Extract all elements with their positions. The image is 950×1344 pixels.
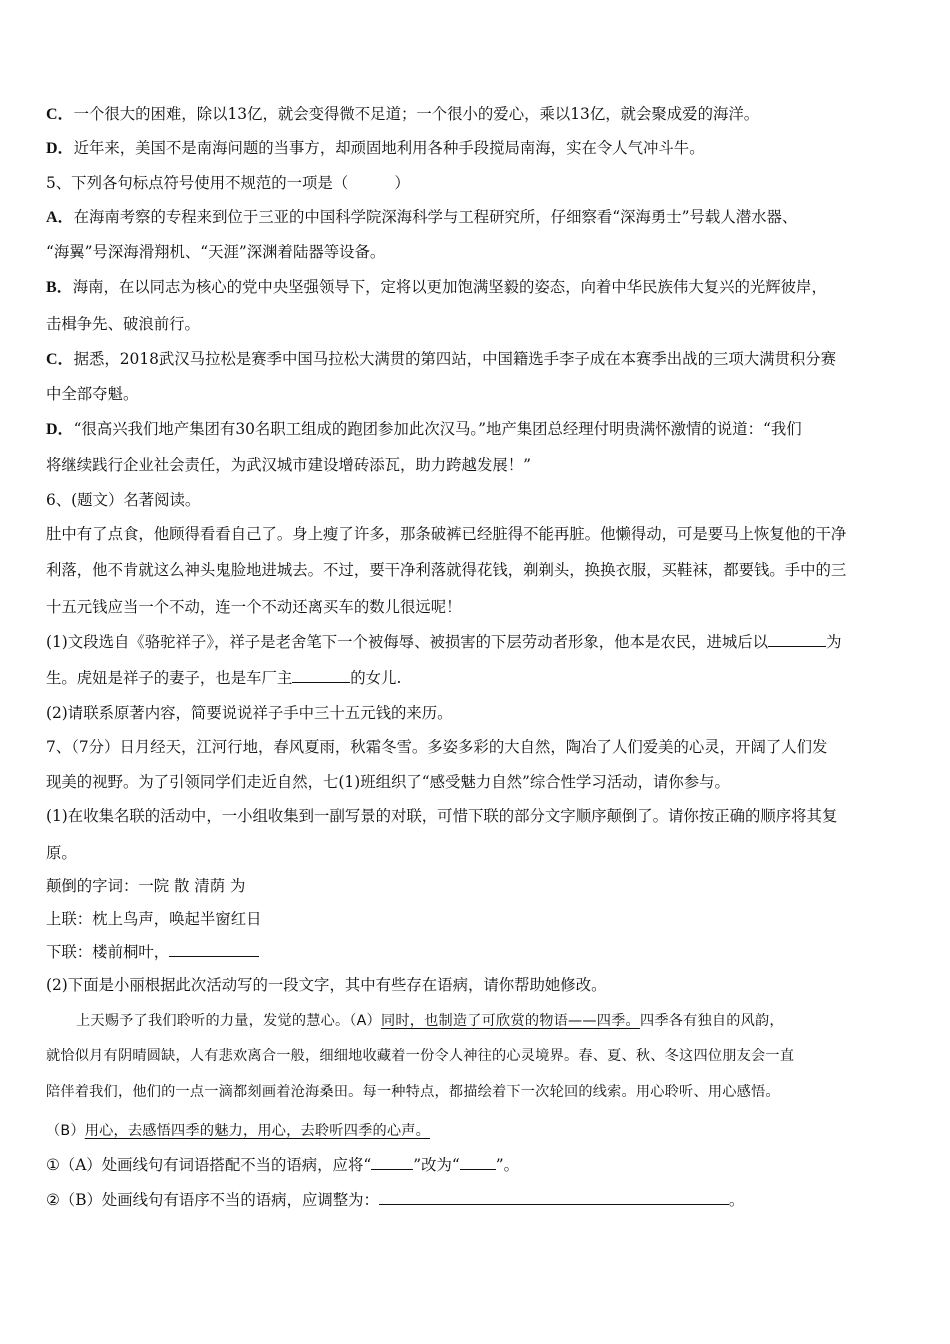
option-label: D．	[46, 421, 74, 438]
q5-option-b	[46, 277, 827, 298]
q6-sub1	[46, 632, 841, 652]
option-label: A．	[46, 209, 74, 226]
option-text: 在海南考察的专程来到位于三亚的中国科学院深海科学与工程研究所，仔细察看“深海勇士”号载人潜水器、	[73, 208, 798, 226]
option-label: B．	[46, 279, 73, 296]
answer-blank[interactable]	[292, 668, 350, 683]
q6-sub2: (2)请联系原著内容，简要说说祥子手中三十五元钱的来历。	[46, 704, 453, 722]
underlined-sentence-b: 用心，去感悟四季的魅力，用心，去聆听四季的心声。	[84, 1123, 431, 1139]
para-text: 上天赐予了我们聆听的力量，发觉的慧心。（A）	[76, 1013, 381, 1029]
para-text: 四季各有独自的风韵，	[639, 1013, 784, 1029]
option-text: 一个很大的困难，除以13亿，就会变得微不足道；一个很小的爱心，乘以13亿，就会聚成爱的海洋。	[73, 105, 760, 123]
answer-blank[interactable]	[460, 1155, 496, 1170]
q5-option-d	[46, 419, 802, 440]
q7-stem-cont: 现美的视野。为了引领同学们走近自然，七(1)班组织了“感受魅力自然”综合性学习活动，请你参与。	[46, 773, 730, 791]
q6-passage-line: 利落，他不肯就这么神头鬼脸地进城去。不过，要干净利落就得花钱，剃剃头，换换衣服，买鞋袜，都要钱。手中的三	[46, 561, 847, 579]
q7-sub1-cont: 原。	[46, 844, 77, 862]
q6-sub1-text-end: 的女儿.	[350, 669, 402, 687]
answer-text: 。	[728, 1191, 745, 1209]
q6-sub1-text: 生。虎妞是祥子的妻子，也是车厂主	[46, 669, 293, 687]
answer-blank[interactable]	[768, 632, 826, 647]
answer-text: ②（B）处画线句有语序不当的语病，应调整为：	[46, 1191, 379, 1209]
answer-blank[interactable]	[169, 942, 259, 957]
q4-option-c	[46, 104, 759, 125]
answer-blank[interactable]	[371, 1155, 413, 1170]
q7-upper-couplet: 上联：枕上鸟声，唤起半窗红日	[46, 910, 262, 928]
q5-option-b-cont: 击楫争先、破浪前行。	[46, 315, 200, 333]
q6-sub1-text-end: 为	[826, 633, 842, 651]
option-text: 近年来，美国不是南海问题的当事方，却顽固地利用各种手段搅局南海，实在令人气冲斗牛。	[73, 139, 705, 157]
q6-stem: 6、(题文）名著阅读。	[46, 491, 201, 509]
option-label: D．	[46, 140, 74, 157]
underlined-sentence-a: 同时，也制造了可欣赏的物语——四季。	[380, 1013, 640, 1029]
option-label: C．	[46, 106, 74, 123]
answer-text: ①（A）处画线句有词语搭配不当的语病，应将“	[46, 1156, 372, 1174]
answer-blank[interactable]	[379, 1190, 729, 1205]
q6-passage-line: 十五元钱应当一个不动，连一个不动还离买车的数儿很远呢！	[46, 598, 462, 616]
option-text: 海南，在以同志为核心的党中央坚强领导下，定将以更加饱满坚毅的姿态，向着中华民族伟大复兴的光辉彼岸，	[72, 278, 827, 296]
q4-option-d	[46, 138, 705, 159]
q6-sub1-text: (1)文段选自《骆驼祥子》，祥子是老舍笔下一个被侮辱、被损害的下层劳动者形象，他本是农民，进城后以	[46, 633, 769, 651]
q7-answer-2	[46, 1190, 744, 1210]
q7-reversed-words: 颠倒的字词：一院 散 清荫 为	[46, 877, 246, 895]
q7-stem: 7、（7分）日月经天，江河行地，春风夏雨，秋霜冬雪。多姿多彩的大自然，陶冶了人们爱美的心灵，开阔了人们发	[46, 738, 828, 756]
para-label: （B）	[46, 1123, 85, 1139]
q7-sub2: (2)下面是小丽根据此次活动写的一段文字，其中有些存在语病，请你帮助她修改。	[46, 976, 607, 994]
option-text: “很高兴我们地产集团有30名职工组成的跑团参加此次汉马。”地产集团总经理付明贵满怀激情的说道：“我们	[73, 420, 802, 438]
q5-option-c-cont: 中全部夺魁。	[46, 385, 139, 403]
answer-text: ”。	[495, 1156, 519, 1174]
q7-lower-couplet	[46, 942, 259, 962]
q6-sub1-cont	[46, 668, 401, 688]
q5-option-a-cont: “海翼”号深海滑翔机、“天涯”深渊着陆器等设备。	[46, 243, 386, 261]
q7-paragraph-line: 就恰似月有阴晴圆缺，人有悲欢离合一般，细细地收藏着一份令人神往的心灵境界。春、夏、秋、冬这四位朋友会一直	[46, 1048, 795, 1064]
answer-text: ”改为“	[413, 1156, 460, 1174]
option-text: 据悉，2018武汉马拉松是赛季中国马拉松大满贯的第四站，中国籍选手李子成在本赛季出战的三项大满贯积分赛	[73, 350, 837, 368]
q7-sub1: (1)在收集名联的活动中，一小组收集到一副写景的对联，可惜下联的部分文字顺序颠倒了。请你按正确的顺序将其复	[46, 807, 838, 825]
q5-stem: 5、下列各句标点符号使用不规范的一项是（ ）	[46, 174, 410, 192]
q5-option-d-cont: 将继续践行企业社会责任，为武汉城市建设增砖添瓦，助力跨越发展！”	[46, 456, 531, 474]
q5-option-c	[46, 349, 836, 370]
q7-paragraph-line	[46, 1121, 430, 1141]
q7-paragraph-line: 陪伴着我们，他们的一点一滴都刻画着沧海桑田。每一种特点，都描绘着下一次轮回的线索。用心聆听、用心感悟。	[46, 1084, 780, 1100]
q7-answer-1	[46, 1155, 519, 1175]
option-label: C．	[46, 351, 74, 368]
q7-paragraph-line	[76, 1011, 784, 1031]
lower-couplet-text: 下联：楼前桐叶，	[46, 943, 170, 961]
q6-passage-line: 肚中有了点食，他顾得看看自己了。身上瘦了许多，那条破裤已经脏得不能再脏。他懒得动，可是要马上恢复他的干净	[46, 525, 847, 543]
q5-option-a	[46, 207, 797, 228]
